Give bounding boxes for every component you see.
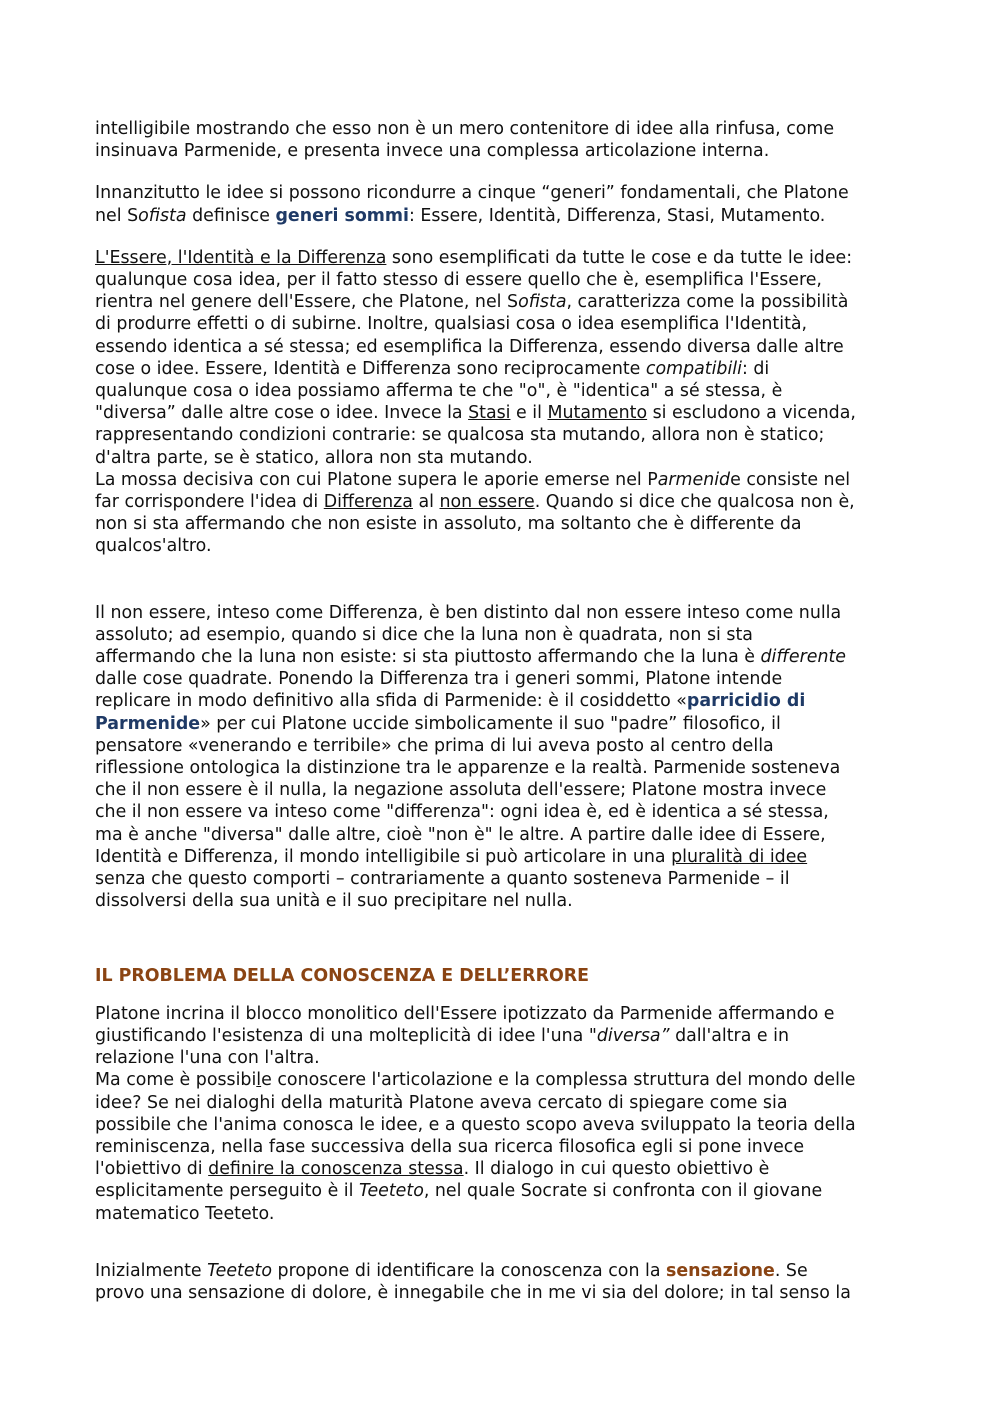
text-line: qualcos'altro. — [95, 536, 212, 557]
text-line: dalle cose quadrate. Ponendo la Differenza tra i generi sommi, Platone intende — [95, 669, 783, 690]
text-line — [95, 291, 912, 313]
text-run: . Se — [774, 1260, 808, 1281]
text-run: . Quando si dice che qualcosa non è, — [534, 492, 855, 513]
text-line — [95, 205, 912, 227]
text-line: dissolversi della sua unità e il suo precipitare nel nulla. — [95, 891, 573, 912]
paragraph-intro — [95, 118, 912, 162]
text-line: assoluto; ad esempio, quando si dice che la luna non è quadrata, non si sta — [95, 624, 753, 645]
text-line — [95, 1180, 912, 1202]
bold-term-parricidio: parricidio di — [686, 691, 806, 712]
text-run: far corrispondere l'idea di — [95, 492, 324, 513]
text-line: senza che questo comporti – contrariamente a quanto sosteneva Parmenide – il — [95, 869, 790, 890]
text-run: propone di identificare la conoscenza con la — [272, 1260, 667, 1281]
text-run: Inizialmente — [95, 1260, 208, 1281]
text-line — [95, 713, 912, 735]
paragraph-conoscenza — [95, 1069, 912, 1224]
text-line — [95, 1260, 912, 1282]
text-run: cose o idee. Essere, Identità e Differenza sono reciprocamente — [95, 358, 646, 379]
text-line: matematico Teeteto. — [95, 1203, 275, 1224]
underlined-term: definire la conoscenza stessa — [208, 1159, 464, 1180]
text-line: Platone incrina il blocco monolitico dell'Essere ipotizzato da Parmenide affermando e — [95, 1003, 835, 1024]
bold-term-generi-sommi: generi sommi — [275, 205, 409, 226]
text-line — [95, 690, 912, 712]
text-line — [95, 358, 912, 380]
text-run: : di — [741, 358, 770, 379]
italic-title-teeteto: Teeteto — [207, 1260, 272, 1281]
text-line: Innanzitutto le idee si possono ricondurre a cinque “generi” fondamentali, che Platone — [95, 183, 849, 204]
text-run: e il — [510, 403, 548, 424]
text-line: possibile che l'anima conosca le idee, e a questo scopo aveva sviluppato la teoria della — [95, 1114, 856, 1135]
text-line: che il non essere va inteso come "differenza": ogni idea è, ed è identica a sé stessa, — [95, 802, 829, 823]
text-line: non si sta affermando che non esiste in assoluto, ma soltanto che è differente da — [95, 514, 802, 535]
text-run: Ma come è possibi — [95, 1070, 257, 1091]
text-line: qualunque cosa o idea possiamo afferma te che "o", è "identica" a sé stessa, è — [95, 381, 783, 402]
text-run: replicare in modo definitivo alla sfida di Parmenide: è il cosiddetto « — [95, 691, 687, 712]
text-run: rientra nel genere dell'Essere, che Platone, nel S — [95, 292, 519, 313]
paragraph-generi — [95, 182, 912, 226]
text-line: ma è anche "diversa" dalle altre, cioè "non è" le altre. A partire dalle idee di Essere, — [95, 824, 826, 845]
underlined-term: non essere — [439, 492, 535, 513]
text-line: essendo identica a sé stessa; ed esemplifica la Differenza, essendo diversa dalle altre — [95, 336, 844, 357]
text-run: nel S — [95, 205, 139, 226]
paragraph-sensazione — [95, 1260, 912, 1304]
text-line — [95, 1069, 912, 1091]
text-run: si escludono a vicenda, — [647, 403, 856, 424]
text-line: intelligibile mostrando che esso non è un mero contenitore di idee alla rinfusa, come — [95, 119, 835, 139]
italic-title-sofista: ofista — [518, 292, 567, 313]
text-run: . Il dialogo in cui questo obiettivo è — [463, 1159, 770, 1180]
text-line: qualunque cosa idea, per il fatto stesso di essere quello che è, esemplifica l'Essere, — [95, 270, 822, 291]
text-line: riflessione ontologica la distinzione tra le apparenze e la realtà. Parmenide sosteneva — [95, 758, 841, 779]
text-line: Il non essere, inteso come Differenza, è ben distinto dal non essere inteso come nulla — [95, 602, 842, 623]
underlined-term: Differenza — [323, 492, 413, 513]
text-line — [95, 646, 912, 668]
text-run: Identità e Differenza, il mondo intelligibile si può articolare in una — [95, 846, 672, 867]
underlined-letter: l — [256, 1070, 262, 1091]
text-run: esplicitamente perseguito è il — [95, 1181, 359, 1202]
text-line — [95, 491, 912, 513]
text-run: : Essere, Identità, Differenza, Stasi, Mutamento. — [409, 205, 826, 226]
text-line — [95, 247, 912, 269]
text-line: che il non essere è il nulla, la negazione assoluta dell'essere; Platone mostra invece — [95, 780, 827, 801]
underlined-term: L'Essere, l'Identità e la Differenza — [95, 247, 387, 268]
paragraph-essere-identita — [95, 247, 912, 469]
text-run: , nel quale Socrate si confronta con il giovane — [423, 1181, 823, 1202]
text-line: idee? Se nei dialoghi della maturità Platone aveva cercato di spiegare come sia — [95, 1092, 788, 1113]
underlined-term: Stasi — [468, 403, 511, 424]
section-heading: IL PROBLEMA DELLA CONOSCENZA E DELL’ERRORE — [95, 965, 590, 986]
text-run: l'obiettivo di — [95, 1159, 209, 1180]
text-line: rappresentando condizioni contrarie: se qualcosa sta mutando, allora non è statico; — [95, 425, 825, 446]
text-line: relazione l'una con l'altra. — [95, 1048, 320, 1069]
text-line: di produrre effetti o di subirne. Inoltre, qualsiasi cosa o idea esemplifica l'Identità, — [95, 314, 808, 335]
italic-title-teeteto: Teeteto — [358, 1181, 424, 1202]
paragraph-molteplicita — [95, 1003, 912, 1070]
text-line — [95, 1158, 912, 1180]
text-line — [95, 402, 912, 424]
text-line — [95, 846, 912, 868]
text-run: e consiste nel — [730, 469, 851, 490]
text-run: e conoscere l'articolazione e la complessa struttura del mondo delle — [261, 1070, 856, 1091]
text-run: , caratterizza come la possibilità — [566, 292, 849, 313]
text-line: d'altra parte, se è statico, allora non sta mutando. — [95, 447, 533, 468]
italic-title-parmenide: armenid — [657, 469, 731, 490]
text-run: La mossa decisiva con cui Platone supera le aporie emerse nel P — [95, 469, 658, 490]
text-run: » per cui Platone uccide simbolicamente il suo "padre” filosofico, il — [200, 713, 781, 734]
underlined-term: Mutamento — [547, 403, 648, 424]
text-run: sono esemplificati da tutte le cose e da tutte le idee: — [386, 247, 853, 268]
italic-term: compatibili — [645, 358, 742, 379]
bold-term-sensazione: sensazione — [666, 1260, 775, 1281]
text-run: giustificando l'esistenza di una molteplicità di idee l'una " — [95, 1025, 597, 1046]
text-line: insinuava Parmenide, e presenta invece una complessa articolazione interna. — [95, 141, 770, 162]
text-run: definisce — [186, 205, 276, 226]
text-line: provo una sensazione di dolore, è innegabile che in me vi sia del dolore; in tal senso la — [95, 1282, 851, 1303]
bold-term-parricidio: Parmenide — [95, 713, 201, 734]
italic-title-sofista: ofista — [138, 205, 187, 226]
text-line: reminiscenza, nella fase successiva della sua ricerca filosofica egli si pone invece — [95, 1136, 805, 1157]
text-line — [95, 469, 912, 491]
text-run: affermando che la luna non esiste: si sta piuttosto affermando che la luna è — [95, 647, 761, 668]
italic-term: diversa” — [596, 1025, 670, 1046]
text-run: "diversa” dalle altre cose o idee. Invece la — [95, 403, 469, 424]
text-run: al — [412, 492, 440, 513]
paragraph-mossa-decisiva — [95, 469, 912, 558]
text-run: dall'altra e in — [669, 1025, 789, 1046]
text-line: pensatore «venerando e terribile» che prima di lui aveva posto al centro della — [95, 735, 774, 756]
text-line — [95, 1025, 912, 1047]
underlined-term: pluralità di idee — [671, 846, 808, 867]
paragraph-non-essere — [95, 602, 912, 913]
italic-term: differente — [760, 647, 847, 668]
